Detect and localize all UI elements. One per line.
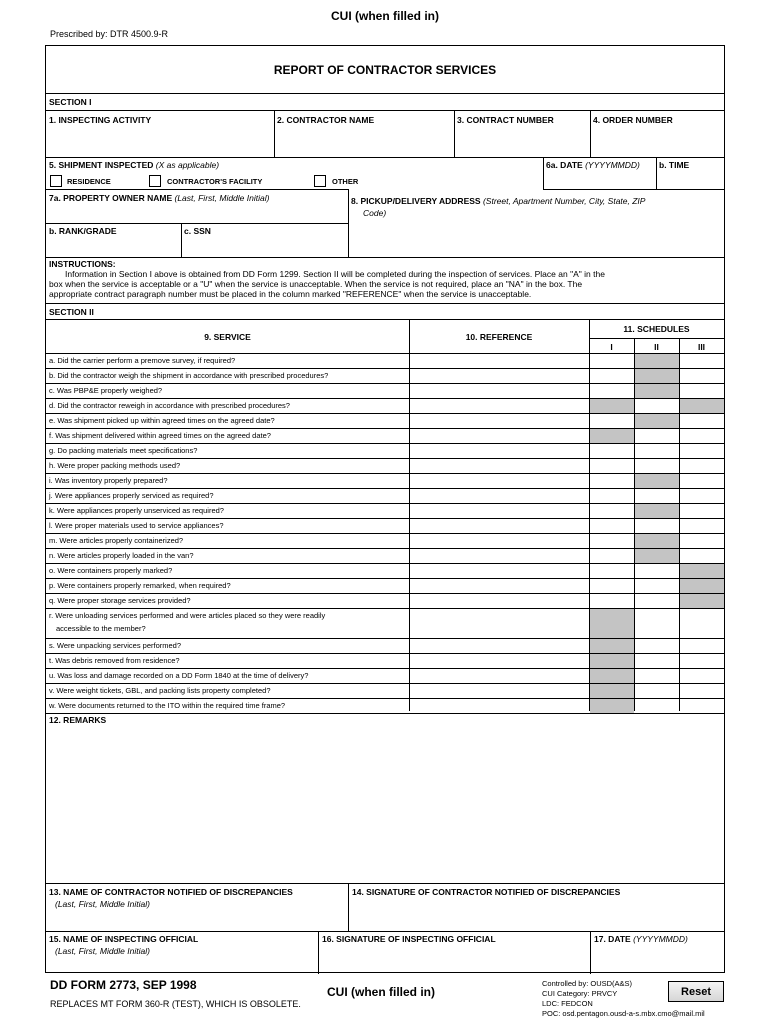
schedule-cell-field[interactable] — [680, 549, 723, 562]
contractor-facility-label: CONTRACTOR'S FACILITY — [167, 177, 263, 186]
inspecting-activity-label: 1. INSPECTING ACTIVITY — [49, 115, 152, 125]
service-column-header: 9. SERVICE — [204, 332, 251, 342]
schedule-cell-field[interactable] — [635, 594, 678, 607]
service-item-label: w. Were documents returned to the ITO within the required time frame? — [49, 701, 286, 710]
reference-field[interactable] — [411, 444, 587, 457]
replaces-note: REPLACES MT FORM 360-R (TEST), WHICH IS OBSOLETE. — [50, 999, 301, 1009]
schedule-cell-field[interactable] — [635, 399, 678, 412]
cui-category: CUI Category: PRVCY — [542, 989, 618, 998]
service-item-label: k. Were appliances properly unserviced as required? — [49, 506, 224, 515]
shipment-inspected-label: 5. SHIPMENT INSPECTED (X as applicable) — [49, 160, 220, 170]
service-item-label: q. Were proper storage services provided? — [49, 596, 191, 605]
schedule-cell-shaded — [590, 609, 634, 638]
schedule-cell-field[interactable] — [635, 459, 678, 472]
pickup-address-label: 8. PICKUP/DELIVERY ADDRESS (Street, Apartment Number, City, State, ZIP — [351, 196, 646, 206]
residence-label: RESIDENCE — [67, 177, 111, 186]
contractor-name-label: 2. CONTRACTOR NAME — [277, 115, 375, 125]
inspecting-official-name-hint: (Last, First, Middle Initial) — [55, 946, 150, 956]
contractor-name-field[interactable] — [276, 126, 452, 155]
schedule-cell-field[interactable] — [590, 414, 633, 427]
instructions-heading: INSTRUCTIONS: — [49, 259, 116, 269]
ldc: LDC: FEDCON — [542, 999, 593, 1008]
controlled-by: Controlled by: OUSD(A&S) — [542, 979, 633, 988]
schedule-1-header: I — [610, 342, 613, 352]
reference-field[interactable] — [411, 504, 587, 517]
property-owner-label: 7a. PROPERTY OWNER NAME (Last, First, Middle Initial) — [49, 193, 270, 203]
schedule-cell-field[interactable] — [635, 489, 678, 502]
schedule-cell-field[interactable] — [635, 669, 678, 682]
time-field[interactable] — [658, 172, 722, 188]
contract-number-field[interactable] — [456, 126, 588, 155]
schedule-cell-shaded — [590, 399, 634, 413]
schedule-cell-field[interactable] — [680, 444, 723, 457]
other-label: OTHER — [332, 177, 359, 186]
schedule-cell-field[interactable] — [680, 474, 723, 487]
schedule-cell-field[interactable] — [590, 384, 633, 397]
schedule-cell-shaded — [635, 384, 679, 398]
schedule-cell-field[interactable] — [590, 549, 633, 562]
schedule-cell-field[interactable] — [590, 489, 633, 502]
reference-field[interactable] — [411, 669, 587, 682]
schedule-cell-shaded — [635, 354, 679, 368]
property-owner-field[interactable] — [48, 205, 346, 222]
other-checkbox[interactable] — [314, 175, 326, 187]
service-item-label: a. Did the carrier perform a premove survey, if required? — [49, 356, 236, 365]
schedule-cell-field[interactable] — [680, 699, 723, 712]
schedule-cell-field[interactable] — [680, 384, 723, 397]
service-item-label: i. Was inventory properly prepared? — [49, 476, 168, 485]
pickup-address-hint: Code) — [363, 208, 387, 218]
service-item-label: j. Were appliances properly serviced as required? — [49, 491, 214, 500]
schedule-cell-field[interactable] — [680, 684, 723, 697]
service-item-label: c. Was PBP&E properly weighed? — [49, 386, 163, 395]
service-item-label: g. Do packing materials meet specifications? — [49, 446, 198, 455]
schedule-3-header: III — [697, 342, 706, 352]
service-item-label: p. Were containers properly remarked, when required? — [49, 581, 231, 590]
reference-field[interactable] — [411, 534, 587, 547]
schedule-cell-field[interactable] — [635, 579, 678, 592]
schedule-cell-field[interactable] — [635, 654, 678, 667]
reference-field[interactable] — [411, 579, 587, 592]
schedule-cell-field[interactable] — [635, 609, 678, 637]
contractor-notified-name-hint: (Last, First, Middle Initial) — [55, 899, 150, 909]
cui-banner-bottom: CUI (when filled in) — [327, 985, 435, 999]
reference-field[interactable] — [411, 429, 587, 442]
rank-grade-label: b. RANK/GRADE — [49, 226, 117, 236]
reference-field[interactable] — [411, 699, 587, 712]
schedule-cell-field[interactable] — [680, 369, 723, 382]
schedule-2-header: II — [654, 342, 659, 352]
schedule-cell-field[interactable] — [680, 639, 723, 652]
service-item-label: m. Were articles properly containerized? — [49, 536, 184, 545]
form-number: DD FORM 2773, SEP 1998 — [50, 978, 197, 992]
reference-field[interactable] — [411, 594, 587, 607]
schedule-cell-field[interactable] — [635, 684, 678, 697]
service-item-label: n. Were articles properly loaded in the van? — [49, 551, 194, 560]
schedule-cell-field[interactable] — [635, 519, 678, 532]
order-number-label: 4. ORDER NUMBER — [593, 115, 673, 125]
instructions-line-2: box when the service is acceptable or a "U" when the service is unacceptable. When the service is not required, place an "NA" in the box. The — [49, 279, 583, 289]
schedule-cell-shaded — [590, 669, 634, 683]
schedule-cell-field[interactable] — [590, 594, 633, 607]
reference-field[interactable] — [411, 609, 587, 637]
form-title: REPORT OF CONTRACTOR SERVICES — [46, 46, 724, 94]
schedule-cell-shaded — [590, 654, 634, 668]
order-number-field[interactable] — [592, 126, 722, 155]
contractor-signature-field[interactable] — [350, 899, 722, 929]
reference-field[interactable] — [411, 459, 587, 472]
reference-field[interactable] — [411, 639, 587, 652]
reference-column-header: 10. REFERENCE — [465, 332, 533, 342]
schedule-cell-field[interactable] — [680, 504, 723, 517]
reference-field[interactable] — [411, 474, 587, 487]
schedule-cell-field[interactable] — [635, 699, 678, 712]
inspecting-official-signature-label: 16. SIGNATURE OF INSPECTING OFFICIAL — [322, 934, 496, 944]
section-1-label: SECTION I — [49, 97, 92, 107]
schedule-cell-field[interactable] — [590, 564, 633, 577]
reference-field[interactable] — [411, 684, 587, 697]
schedule-cell-shaded — [590, 429, 634, 443]
inspection-date-label: 17. DATE (YYYYMMDD) — [594, 934, 688, 944]
schedule-cell-shaded — [635, 414, 679, 428]
contractor-notified-name-field[interactable] — [48, 911, 346, 929]
schedule-cell-shaded — [590, 639, 634, 653]
schedule-cell-field[interactable] — [590, 444, 633, 457]
schedule-cell-field[interactable] — [635, 429, 678, 442]
date-field[interactable] — [545, 172, 654, 188]
reference-field[interactable] — [411, 369, 587, 382]
schedule-cell-shaded — [590, 699, 634, 713]
schedule-cell-field[interactable] — [635, 444, 678, 457]
reference-field[interactable] — [411, 399, 587, 412]
reference-field[interactable] — [411, 564, 587, 577]
remarks-label: 12. REMARKS — [49, 715, 107, 725]
reference-field[interactable] — [411, 384, 587, 397]
service-item-label: v. Were weight tickets, GBL, and packing lists property completed? — [49, 686, 271, 695]
schedule-cell-shaded — [635, 504, 679, 518]
schedule-cell-shaded — [680, 564, 724, 578]
schedule-cell-shaded — [635, 474, 679, 488]
form-frame — [45, 45, 725, 973]
pickup-address-field[interactable] — [350, 220, 722, 255]
schedule-cell-field[interactable] — [590, 504, 633, 517]
schedules-column-header: 11. SCHEDULES — [623, 324, 690, 334]
schedule-cell-field[interactable] — [680, 429, 723, 442]
instructions-line-1: Information in Section I above is obtained from DD Form 1299. Section II will be completed during the inspection of services. Place an "A" in the — [65, 269, 605, 279]
contractor-signature-label: 14. SIGNATURE OF CONTRACTOR NOTIFIED OF DISCREPANCIES — [352, 887, 621, 897]
reference-field[interactable] — [411, 519, 587, 532]
schedule-cell-field[interactable] — [590, 519, 633, 532]
service-item-label-continued: accessible to the member? — [56, 624, 146, 633]
cui-banner-top: CUI (when filled in) — [331, 9, 439, 23]
schedule-cell-field[interactable] — [680, 354, 723, 367]
remarks-field[interactable] — [48, 727, 722, 881]
schedule-cell-field[interactable] — [635, 564, 678, 577]
reference-field[interactable] — [411, 549, 587, 562]
service-item-label: u. Was loss and damage recorded on a DD Form 1840 at the time of delivery? — [49, 671, 309, 680]
poc: POC: osd.pentagon.ousd-a-s.mbx.cmo@mail.mil — [542, 1009, 705, 1018]
contract-number-label: 3. CONTRACT NUMBER — [457, 115, 554, 125]
schedule-cell-field[interactable] — [680, 414, 723, 427]
schedule-cell-field[interactable] — [680, 534, 723, 547]
time-label: b. TIME — [659, 160, 690, 170]
schedule-cell-field[interactable] — [680, 654, 723, 667]
reset-button[interactable]: Reset — [668, 981, 724, 1002]
contractor-notified-name-label: 13. NAME OF CONTRACTOR NOTIFIED OF DISCREPANCIES — [49, 887, 293, 897]
residence-checkbox[interactable] — [50, 175, 62, 187]
schedule-cell-field[interactable] — [590, 459, 633, 472]
inspection-date-field[interactable] — [592, 946, 722, 972]
inspecting-official-name-label: 15. NAME OF INSPECTING OFFICIAL — [49, 934, 199, 944]
service-item-label: d. Did the contractor reweigh in accordance with prescribed procedures? — [49, 401, 290, 410]
schedule-cell-field[interactable] — [680, 489, 723, 502]
schedule-cell-field[interactable] — [590, 369, 633, 382]
schedule-cell-field[interactable] — [590, 534, 633, 547]
rank-grade-field[interactable] — [48, 237, 179, 255]
schedule-cell-field[interactable] — [680, 669, 723, 682]
schedule-cell-shaded — [635, 369, 679, 383]
schedule-cell-field[interactable] — [635, 639, 678, 652]
schedule-cell-shaded — [680, 399, 724, 413]
service-item-label: l. Were proper materials used to service appliances? — [49, 521, 224, 530]
service-item-label: e. Was shipment picked up within agreed times on the agreed date? — [49, 416, 275, 425]
ssn-field[interactable] — [183, 237, 346, 255]
service-item-label: s. Were unpacking services performed? — [49, 641, 182, 650]
schedule-cell-field[interactable] — [590, 579, 633, 592]
schedule-cell-field[interactable] — [680, 609, 723, 637]
service-item-label: h. Were proper packing methods used? — [49, 461, 181, 470]
service-item-label: b. Did the contractor weigh the shipment in accordance with prescribed procedures? — [49, 371, 329, 380]
schedule-cell-shaded — [680, 579, 724, 593]
service-item-label: f. Was shipment delivered within agreed times on the agreed date? — [49, 431, 271, 440]
reference-field[interactable] — [411, 354, 587, 367]
schedule-cell-shaded — [635, 549, 679, 563]
contractor-facility-checkbox[interactable] — [149, 175, 161, 187]
schedule-cell-field[interactable] — [590, 354, 633, 367]
service-item-label: r. Were unloading services performed and were articles placed so they were readily — [49, 611, 326, 620]
instructions-line-3: appropriate contract paragraph number must be placed in the column marked "REFERENCE" when the service is unacceptable. — [49, 289, 532, 299]
inspecting-activity-field[interactable] — [48, 126, 272, 155]
reference-field[interactable] — [411, 414, 587, 427]
instructions — [49, 259, 721, 299]
service-item-label: o. Were containers properly marked? — [49, 566, 173, 575]
prescribed-by: Prescribed by: DTR 4500.9-R — [50, 29, 169, 39]
schedule-cell-field[interactable] — [680, 459, 723, 472]
schedule-cell-shaded — [680, 594, 724, 608]
inspecting-official-signature-field[interactable] — [320, 946, 588, 972]
schedule-cell-shaded — [590, 684, 634, 698]
schedule-cell-shaded — [635, 534, 679, 548]
date-label: 6a. DATE (YYYYMMDD) — [546, 160, 640, 170]
inspecting-official-name-field[interactable] — [48, 957, 316, 972]
reference-field[interactable] — [411, 489, 587, 502]
reference-field[interactable] — [411, 654, 587, 667]
ssn-label: c. SSN — [184, 226, 211, 236]
service-item-label: t. Was debris removed from residence? — [49, 656, 180, 665]
schedule-cell-field[interactable] — [590, 474, 633, 487]
section-2-label: SECTION II — [49, 307, 94, 317]
schedule-cell-field[interactable] — [680, 519, 723, 532]
